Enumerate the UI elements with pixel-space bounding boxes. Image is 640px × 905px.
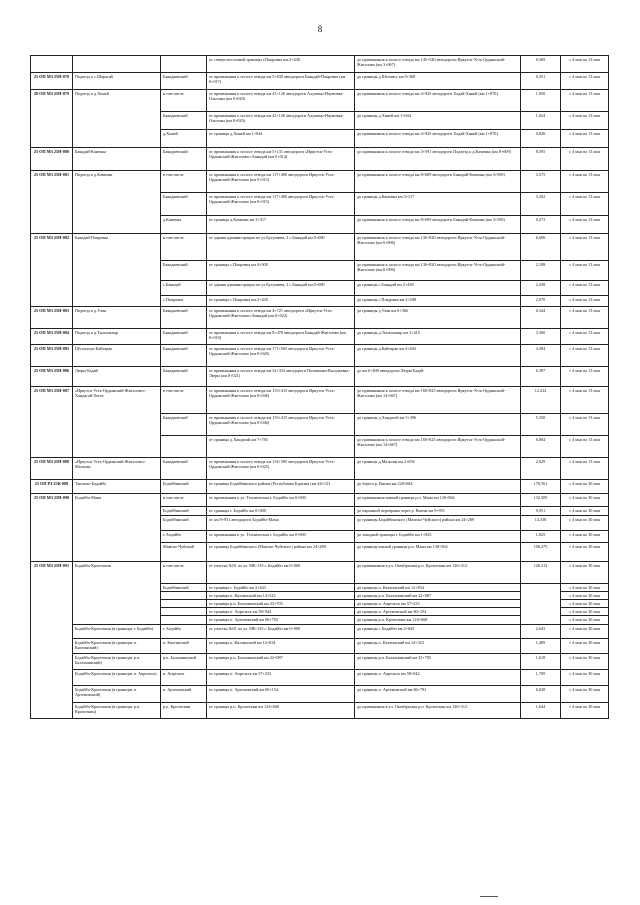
restriction-period: с 4 мая по 13 мая (561, 148, 609, 171)
road-name: Шутхылук-Кайтарак (73, 345, 161, 367)
section-end: до границы р.п. Балахнинский км 22+087 (355, 592, 521, 600)
road-name: Бодайбо-Кропоткин (в границах р.п. Балахнинский) (73, 654, 161, 670)
section-end: до границы д.Тыльхызыр км 3+410 (355, 329, 521, 345)
road-code: 25 ОП МЗ 25Н-084 (31, 329, 73, 345)
district (161, 56, 207, 73)
section-start: от примыкания к полосе отвода км 171+565 автодороги Иркутск-Усть-Ордынский-Жигалово (км 0+020) (207, 345, 355, 367)
road-code (31, 56, 73, 73)
restriction-period: с 4 мая по 13 мая (561, 458, 609, 480)
restriction-period: с 4 мая по 30 мая (561, 608, 609, 616)
section-length: 4,384 (521, 345, 561, 367)
table-row (31, 562, 609, 584)
section-end: до границы п. Апрельск км 58+942 (355, 670, 521, 686)
section-end: до границы р.п. Балахнинский км 23+705 (355, 654, 521, 670)
section-start: от границы п. Артемовский км 60+154 (207, 686, 355, 703)
road-code: 25 ОП МЗ 25Н-080 (31, 148, 73, 171)
section-start: от границы р.п. Кропоткин км 124+668 (207, 703, 355, 719)
section-start: от примыкания к ул. Теплическая г. Бодайбо км 0+000 (207, 531, 355, 543)
section-end: до примыкания к полосе отвода км 160+825 автодороги Иркутск-Усть-Ордынский-Жигалово (км 14+667) (355, 436, 521, 458)
district: в том числе (161, 494, 207, 507)
road-name: Бодайбо-Мама (73, 494, 161, 562)
section-length: 5,350 (521, 414, 561, 436)
section-start: от границы п. Кяхтинский км 12+834 (207, 639, 355, 654)
restriction-period: с 4 мая по 13 мая (561, 234, 609, 261)
district: Баяндаевский (161, 261, 207, 281)
road-code: 25 ОП МЗ 25Н-078 (31, 73, 73, 90)
restriction-period: с 4 мая по 13 мая (561, 414, 609, 436)
section-end: до границы д.Мальтан км 2+654 (355, 458, 521, 480)
section-length: 6,387 (521, 367, 561, 387)
road-name: Бодайбо-Кропоткин (в границах п. Артемовский) (73, 686, 161, 703)
section-start: от границы п. Апрельск км 58+942 (207, 608, 355, 616)
section-start: от границы п. Апрельск км 57+233 (207, 670, 355, 686)
district: Баяндаевский (161, 345, 207, 367)
road-code: 25 ОП РЗ 25К-089 (31, 480, 73, 494)
district: с.Баяндай (161, 281, 207, 296)
section-end: до западной границы г. Бодайбо км 1+825 (355, 531, 521, 543)
table-row (31, 148, 609, 171)
restriction-period: с 4 мая по 30 мая (561, 600, 609, 608)
section-start: от границы с.Покровка км 4+508 (207, 261, 355, 281)
district: в том числе (161, 234, 207, 261)
section-length: 12,234 (521, 387, 561, 414)
district: Баяндаевский (161, 307, 207, 329)
road-name: Бодайбо-Кропоткин (в границах р.п. Кропоткин) (73, 703, 161, 719)
table-row (31, 458, 609, 480)
section-end: до паромной переправы через р. Витим км 9+951 (355, 507, 521, 516)
table-row (31, 56, 609, 73)
section-start: от примыкания к полосе отвода км 117+400 автодороги Иркутск-Усть-Ордынский-Жигалово (км 0+015) (207, 193, 355, 216)
section-end: до границы р.п. Кропоткин км 124+668 (355, 616, 521, 625)
section-start: от участка №91 по ул. МК-135 г. Бодайбо км 0+000 (207, 562, 355, 584)
section-length: 8,595 (521, 148, 561, 171)
district: п. Кяхтинский (161, 639, 207, 654)
section-start: от границы д.Хиней км 1+044 (207, 130, 355, 148)
section-start: от примыкания к полосе отвода км 132+385 автодороги Иркутск-Усть-Ордынский-Жигалово (км 0+025) (207, 458, 355, 480)
restriction-period: с 4 мая по 30 мая (561, 531, 609, 543)
section-end: до границы д.Шеханту км 0+368 (355, 73, 521, 90)
restriction-period: с 4 мая по 30 мая (561, 516, 609, 531)
section-length: 2,188 (521, 261, 561, 281)
district: д.Хиней (161, 130, 207, 148)
road-name: Подъезд к д.Хиней (73, 90, 161, 148)
restriction-period: с 4 мая по 30 мая (561, 584, 609, 592)
restriction-period: с 4 мая по 30 мая (561, 639, 609, 654)
restriction-period: с 4 мая по 13 мая (561, 345, 609, 367)
section-end: до примыкания к полосе отвода км 160+825 автодороги Иркутск-Усть-Ордынский-Жигалово (км 14+667) (355, 387, 521, 414)
section-end: до границы д.Кайтарак км 4+404 (355, 345, 521, 367)
table-row (31, 387, 609, 414)
road-name: Баяндай-Каменка (73, 148, 161, 171)
section-start: от примыкания к полосе отвода км 41+120 автодороги Алужино-Наумовка-Ользоны (км 0+020) (207, 90, 355, 112)
restriction-period: с 4 мая по 13 мая (561, 296, 609, 307)
section-length: 1,618 (521, 654, 561, 670)
section-length: 1,644 (521, 703, 561, 719)
road-name: Бодайбо-Кропоткин (73, 562, 161, 625)
table-row (31, 686, 609, 703)
road-name: Подъезд к д.Каменка (73, 171, 161, 234)
district (161, 608, 207, 616)
section-start: от границы Бодайбинского района (Республики Бурятия) км 44+123 (207, 480, 355, 494)
section-end: до границы с.Баяндай км 2+438 (355, 281, 521, 296)
table-row (31, 234, 609, 261)
district: в том числе (161, 387, 207, 414)
section-end: до границы д.Каменка км 3+317 (355, 193, 521, 216)
restriction-period: с 4 мая по 13 мая (561, 216, 609, 234)
road-code: 25 ОП МЗ 25Н-088 (31, 458, 73, 480)
restriction-period: с 4 мая по 13 мая (561, 367, 609, 387)
restriction-period: с 4 мая по 30 мая (561, 670, 609, 686)
section-start: от границы р.п. Балахнинский км 22+087 (207, 654, 355, 670)
table-row (31, 480, 609, 494)
section-length: 2,629 (521, 458, 561, 480)
restriction-period: с 4 мая по 30 мая (561, 480, 609, 494)
restriction-period: с 4 мая по 30 мая (561, 686, 609, 703)
section-length: 3,302 (521, 193, 561, 216)
table-row (31, 625, 609, 639)
section-end: до границы п. Кяхтинский км 14+323 (355, 639, 521, 654)
restriction-period: с 4 мая по 13 мая (561, 171, 609, 193)
restriction-period: с 4 мая по 30 мая (561, 703, 609, 719)
road-name: Бодайбо-Кропоткин (в границах п. Апрельск) (73, 670, 161, 686)
district: Баяндаевский (161, 367, 207, 387)
section-end: до границы п. Артемовский км 66+792 (355, 686, 521, 703)
district: п. Артемовский (161, 686, 207, 703)
road-code: 25 ОП МЗ 25Н-090 (31, 494, 73, 562)
table-row (31, 345, 609, 367)
section-start: от здания администрации по ул.Бутунаева, 2 с.Баяндай км 0+000 (207, 234, 355, 261)
district: Бодайбинский (161, 480, 207, 494)
section-length: 0,351 (521, 73, 561, 90)
section-length: 14,338 (521, 516, 561, 531)
section-start: от примыкания к полосе отвода км 117+400 автодороги Иркутск-Усть-Ордынский-Жигалово (км 0+015) (207, 171, 355, 193)
section-start: от км 9+951 автодороги Бодайбо-Мама (207, 516, 355, 531)
section-length: 2,070 (521, 296, 561, 307)
table-row (31, 494, 609, 507)
section-end: до км 6+408 автодороги Люры-Бадай (355, 367, 521, 387)
section-end: до границы п. Кяхтинский км 12+834 (355, 584, 521, 592)
road-code: 25 ОП МЗ 25Н-083 (31, 307, 73, 329)
section-end: до границы д.Хиней км 1+044 (355, 112, 521, 130)
section-start: от границы г. Бодайбо км 0+000 (207, 507, 355, 516)
section-end: до границы южной границы р.п. Мама км 130+564 (355, 543, 521, 562)
section-end: до примыкания к полосе отвода км 145+540 автодороги Иркутск-Усть-Ордынский-Жигалово (км 3+067) (355, 56, 521, 73)
district: Мамско-Чуйский (161, 543, 207, 562)
section-length: 1,709 (521, 670, 561, 686)
district: Баяндаевский (161, 148, 207, 171)
section-start: от примыкания к полосе отвода км 32+352 автодороги Половинка-Васильевка-Люры (км 0+021) (207, 367, 355, 387)
district: в том числе (161, 171, 207, 193)
section-length: 126,312 (521, 562, 561, 584)
district: Бодайбинский (161, 507, 207, 516)
section-length: 1,489 (521, 639, 561, 654)
section-start: от границы д.Хандагай км 7+783 (207, 436, 355, 458)
section-length: 6,884 (521, 436, 561, 458)
road-name: Подъезд к д.Улан (73, 307, 161, 329)
section-length: 6,696 (521, 234, 561, 261)
section-start: от северо-восточной границы г.Покровка км 2+438 (207, 56, 355, 73)
section-length: 0,273 (521, 216, 561, 234)
section-start: от примыкания к полосе отвода км 8+478 автодороги Баяндай-Жигалово (км 0+010) (207, 329, 355, 345)
section-start: от границы г. Бодайбо км 2+643 (207, 584, 355, 592)
restriction-period: с 4 мая по 13 мая (561, 112, 609, 130)
district: Баяндаевский (161, 414, 207, 436)
road-name: Бодайбо-Кропоткин (в границах г. Бодайбо) (73, 625, 161, 639)
restriction-period: с 4 мая по 13 мая (561, 261, 609, 281)
district: р.п. Кропоткин (161, 703, 207, 719)
district: г. Бодайбо (161, 531, 207, 543)
restriction-period: с 4 мая по 30 мая (561, 625, 609, 639)
section-end: до примыкания к полосе отвода км 3+591 автодороги Подъезд к д.Каменка (км 8+609) (355, 148, 521, 171)
section-start: от границы Бодайбинского (Мамско-Чуйского) района км 24+289 (207, 543, 355, 562)
footer-mark (480, 896, 498, 897)
road-name (73, 56, 161, 73)
section-start: от участка №91 по ул. МК-135 г. Бодайбо км 0+000 (207, 625, 355, 639)
section-length: 132,309 (521, 494, 561, 507)
section-start: от границы п. Кяхтинский км 14+323 (207, 592, 355, 600)
road-name: Подъезд к с.Шарагай (73, 73, 161, 90)
road-name: «Иркутск-Усть-Ордынский-Жигалово»-Мальтан (73, 458, 161, 480)
section-start: от границы с.Покровка км 2+438 (207, 296, 355, 307)
road-code: 28 ОП МЗ 25Н-079 (31, 90, 73, 148)
restriction-period: с 4 мая по 13 мая (561, 307, 609, 329)
section-length: 3,575 (521, 171, 561, 193)
road-code: 25 ОП МЗ 25Н-082 (31, 234, 73, 307)
section-end: до берега р. Витим км 220+684 (355, 480, 521, 494)
section-length: 106,275 (521, 543, 561, 562)
restriction-period: с 4 мая по 13 мая (561, 329, 609, 345)
district: в том числе (161, 90, 207, 112)
restriction-period: с 4 мая по 30 мая (561, 654, 609, 670)
section-start: от примыкания к полосе отвода км 155+415 автодороги Иркутск-Усть-Ордынский-Жигалово (км 0+046) (207, 414, 355, 436)
road-name: Таксимо-Бодайбо (73, 480, 161, 494)
district (161, 616, 207, 625)
district: Баяндаевский (161, 112, 207, 130)
district: Баяндаевский (161, 329, 207, 345)
restriction-period: с 4 мая по 13 мая (561, 436, 609, 458)
section-end: до примыкания к полосе отвода км 8+609 автодороги Баяндай-Каменка (км 3+590) (355, 171, 521, 193)
restriction-period: с 4 мая по 13 мая (561, 387, 609, 414)
section-end: до примыкания южной границы р.п. Мама км 130+864 (355, 494, 521, 507)
restriction-period: с 4 мая по 30 мая (561, 543, 609, 562)
district: г. Бодайбо (161, 625, 207, 639)
section-length: 0,826 (521, 130, 561, 148)
section-end: до примыкания к ул. Октябрьская р.п. Кропоткин км 126+312 (355, 562, 521, 584)
restriction-period: с 4 мая по 13 мая (561, 281, 609, 296)
table-row (31, 73, 609, 90)
section-length: 2,643 (521, 625, 561, 639)
restriction-period: с 4 мая по 30 мая (561, 494, 609, 507)
section-start: от границы р.п. Балахнинский км 23+705 (207, 600, 355, 608)
section-end: до границы Бодайбинского (Мамско-Чуйского) района км 24+289 (355, 516, 521, 531)
restriction-period: с 4 мая по 13 мая (561, 73, 609, 90)
road-name: «Иркутск-Усть-Ордынский-Жигалово»-Хандагай-Хогот (73, 387, 161, 458)
section-end: до границы д.Улан км 0+366 (355, 307, 521, 329)
district (161, 592, 207, 600)
road-code: 25 ОП МЗ 25Н-086 (31, 367, 73, 387)
district: в том числе (161, 562, 207, 584)
table-row (31, 367, 609, 387)
section-start: от границы д.Каменка км 3+317 (207, 216, 355, 234)
section-start: от примыкания к полосе отвода км 5+630 автодороги Баяндай-Покровка (км 0+017) (207, 73, 355, 90)
district (161, 436, 207, 458)
table-row (31, 654, 609, 670)
section-length: 0,369 (521, 56, 561, 73)
restriction-period: с 4 мая по 30 мая (561, 562, 609, 584)
road-name: Люры-Бадай (73, 367, 161, 387)
section-length: 3,300 (521, 329, 561, 345)
district: Бодайбинский (161, 584, 207, 592)
section-end: до границы п. Артемовский км 60+154 (355, 608, 521, 616)
section-length: 2,438 (521, 281, 561, 296)
restriction-period: с 4 мая по 13 мая (561, 130, 609, 148)
section-end: до границы п. Апрельск км 57+233 (355, 600, 521, 608)
road-code: 25 ОП МЗ 25Н-087 (31, 387, 73, 458)
section-end: до примыкания к полосе отвода км 8+609 автодороги Баяндай-Каменка (км 3+590) (355, 216, 521, 234)
section-end: до примыкания к полосе отвода км 4+925 автодороги Хадай-Хиней (км 1+870) (355, 90, 521, 112)
district: Баяндаевский (161, 458, 207, 480)
table-row (31, 90, 609, 112)
section-length: 176,561 (521, 480, 561, 494)
table-row (31, 703, 609, 719)
section-start: от примыкания к ул. Теплическая г. Бодайбо км 0+000 (207, 494, 355, 507)
road-restrictions-table (30, 55, 609, 719)
district: с.Покровка (161, 296, 207, 307)
section-length: 1,850 (521, 90, 561, 112)
section-end: до примыкания к полосе отвода км 4+925 автодороги Хадай-Хиней (км 1+870) (355, 130, 521, 148)
section-start: от здания администрации по ул.Бутунаева, 2 с.Баяндай км 0+000 (207, 281, 355, 296)
restriction-period: с 4 мая по 13 мая (561, 56, 609, 73)
road-code: 25 ОП МЗ 25Н-085 (31, 345, 73, 367)
section-length: 1,024 (521, 112, 561, 130)
restriction-period: с 4 мая по 13 мая (561, 90, 609, 112)
restriction-period: с 4 мая по 13 мая (561, 193, 609, 216)
district: Баяндаевский (161, 73, 207, 90)
section-end: до границы д.Хандагай км 5+396 (355, 414, 521, 436)
section-end: до примыкания к полосе отвода км 136+820 автодороги Иркутск-Усть-Ордынский-Жигалово (км 6+696) (355, 234, 521, 261)
district: р.п. Балахнинский (161, 654, 207, 670)
section-start: от примыкания к полосе отвода км 5+131 автодороги «Иркутск-Усть-Ордынский-Жигалово»-Баяндай (км 0+014) (207, 148, 355, 171)
district: Баяндаевский (161, 193, 207, 216)
page-number: 8 (317, 24, 323, 34)
section-end: до границы г. Бодайбо км 2+643 (355, 625, 521, 639)
section-length (521, 584, 561, 625)
section-end: до границы с.Покровка км 4+508 (355, 296, 521, 307)
section-length: 0,344 (521, 307, 561, 329)
section-end: до примыкания к полосе отвода км 136+820 автодороги Иркутск-Усть-Ордынский-Жигалово (км 6+696) (355, 261, 521, 281)
section-end: до примыкания к ул. Октябрьская р.п. Кропоткин км 126+312 (355, 703, 521, 719)
restriction-period: с 4 мая по 30 мая (561, 616, 609, 625)
road-code: 25 ОП МЗ 25Н-081 (31, 171, 73, 234)
restriction-period: с 4 мая по 30 мая (561, 507, 609, 516)
section-length: 1,825 (521, 531, 561, 543)
road-name: Баяндай-Покровка (73, 234, 161, 307)
road-name: Бодайбо-Кропоткин (в границах п. Кяхтинский) (73, 639, 161, 654)
road-name: Подъезд к д.Тыльхызыр (73, 329, 161, 345)
table-row (31, 171, 609, 193)
table-row (31, 639, 609, 654)
district: д.Каменка (161, 216, 207, 234)
table-row (31, 329, 609, 345)
section-start: от границы п. Артемовский км 66+792 (207, 616, 355, 625)
section-start: от примыкания к полосе отвода км 41+120 автодороги Алужино-Наумовка-Ользоны (км 0+020) (207, 112, 355, 130)
section-length: 9,951 (521, 507, 561, 516)
district: п. Апрельск (161, 670, 207, 686)
table-row (31, 670, 609, 686)
district (161, 600, 207, 608)
table-row (31, 307, 609, 329)
section-length: 6,638 (521, 686, 561, 703)
district: Бодайбинский (161, 516, 207, 531)
restriction-period: с 4 мая по 30 мая (561, 592, 609, 600)
section-start: от примыкания к полосе отвода км 155+415 автодороги Иркутск-Усть-Ордынский-Жигалово (км 0+046) (207, 387, 355, 414)
section-start: от примыкания к полосе отвода км 4+721 автодороги «Иркутск-Усть-Ордынский-Жигалово»-Баяндай (км 0+022) (207, 307, 355, 329)
road-code: 25 ОП МЗ 25Н-091 (31, 562, 73, 719)
